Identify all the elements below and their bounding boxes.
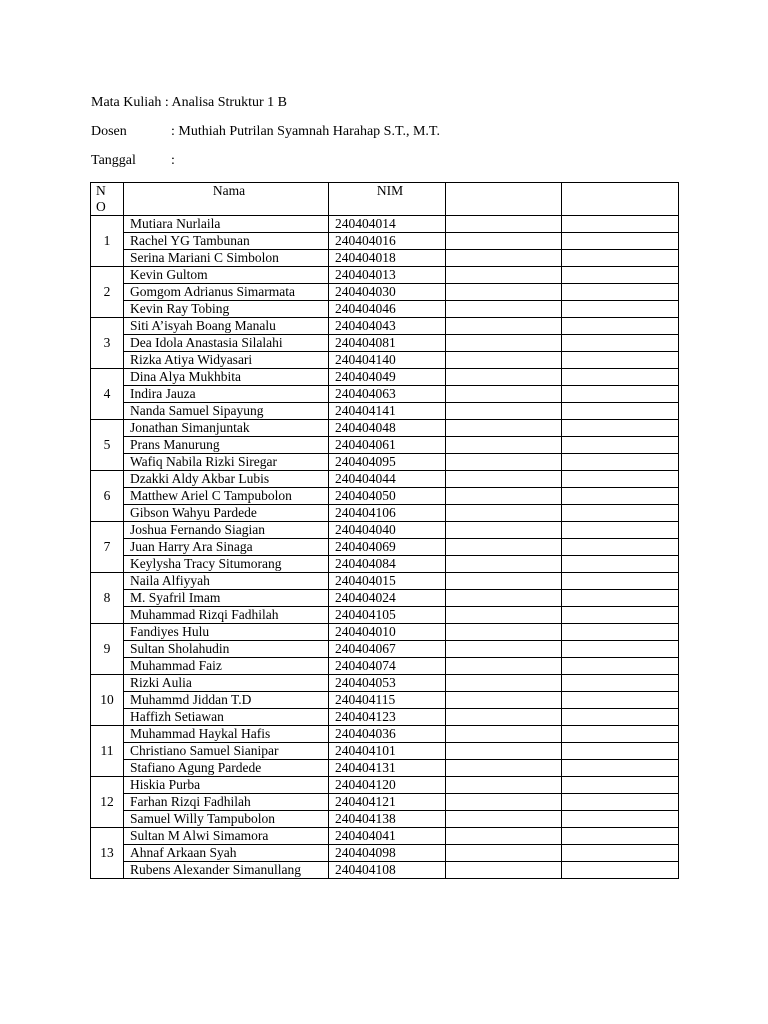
mata-kuliah-line	[91, 95, 287, 111]
tanggal-value: :	[171, 153, 175, 168]
empty-cell-1	[446, 335, 562, 352]
table-row	[91, 794, 679, 811]
empty-cell-1	[446, 403, 562, 420]
empty-cell-2	[562, 369, 679, 386]
empty-cell-2	[562, 709, 679, 726]
empty-cell-1	[446, 726, 562, 743]
empty-cell-2	[562, 335, 679, 352]
dosen-line	[91, 124, 440, 140]
table-row	[91, 386, 679, 403]
empty-cell-1	[446, 777, 562, 794]
student-name: Muhammad Faiz	[124, 658, 329, 675]
student-name: Dzakki Aldy Akbar Lubis	[124, 471, 329, 488]
table-row	[91, 318, 679, 335]
empty-cell-2	[562, 743, 679, 760]
table-row	[91, 726, 679, 743]
table-row	[91, 284, 679, 301]
empty-cell-1	[446, 386, 562, 403]
empty-cell-1	[446, 420, 562, 437]
group-number: 9	[91, 624, 124, 675]
table-row	[91, 709, 679, 726]
student-nim: 240404036	[329, 726, 446, 743]
empty-cell-1	[446, 845, 562, 862]
empty-cell-2	[562, 471, 679, 488]
student-nim: 240404061	[329, 437, 446, 454]
student-nim: 240404131	[329, 760, 446, 777]
header-nama: Nama	[124, 183, 329, 216]
empty-cell-1	[446, 828, 562, 845]
student-nim: 240404010	[329, 624, 446, 641]
student-name: Prans Manurung	[124, 437, 329, 454]
table-row	[91, 454, 679, 471]
empty-cell-2	[562, 726, 679, 743]
table-row	[91, 658, 679, 675]
table-row	[91, 369, 679, 386]
student-nim: 240404018	[329, 250, 446, 267]
table-row	[91, 862, 679, 879]
student-nim: 240404044	[329, 471, 446, 488]
student-nim: 240404105	[329, 607, 446, 624]
empty-cell-2	[562, 454, 679, 471]
group-number: 7	[91, 522, 124, 573]
empty-cell-2	[562, 284, 679, 301]
table-body	[91, 216, 679, 879]
table-row	[91, 641, 679, 658]
table-row	[91, 301, 679, 318]
empty-cell-2	[562, 828, 679, 845]
empty-cell-1	[446, 471, 562, 488]
empty-cell-1	[446, 216, 562, 233]
table-row	[91, 590, 679, 607]
empty-cell-1	[446, 573, 562, 590]
student-nim: 240404069	[329, 539, 446, 556]
empty-cell-1	[446, 369, 562, 386]
table-row	[91, 760, 679, 777]
empty-cell-2	[562, 573, 679, 590]
table-row	[91, 488, 679, 505]
empty-cell-2	[562, 437, 679, 454]
student-nim: 240404013	[329, 267, 446, 284]
student-nim: 240404140	[329, 352, 446, 369]
dosen-label: Dosen	[91, 124, 127, 139]
empty-cell-1	[446, 522, 562, 539]
table-row	[91, 233, 679, 250]
student-name: Fandiyes Hulu	[124, 624, 329, 641]
student-name: Siti A’isyah Boang Manalu	[124, 318, 329, 335]
student-nim: 240404015	[329, 573, 446, 590]
table-row	[91, 420, 679, 437]
empty-cell-2	[562, 420, 679, 437]
empty-cell-2	[562, 794, 679, 811]
student-nim: 240404030	[329, 284, 446, 301]
student-name: Kevin Gultom	[124, 267, 329, 284]
student-name: M. Syafril Imam	[124, 590, 329, 607]
group-number: 5	[91, 420, 124, 471]
table-row	[91, 624, 679, 641]
header-extra-2	[562, 183, 679, 216]
empty-cell-2	[562, 250, 679, 267]
table-row	[91, 573, 679, 590]
student-nim: 240404046	[329, 301, 446, 318]
student-name: Stafiano Agung Pardede	[124, 760, 329, 777]
group-number: 10	[91, 675, 124, 726]
student-nim: 240404074	[329, 658, 446, 675]
empty-cell-2	[562, 845, 679, 862]
group-number: 6	[91, 471, 124, 522]
header-extra-1	[446, 183, 562, 216]
table-header-row	[91, 183, 679, 216]
student-nim: 240404040	[329, 522, 446, 539]
student-name: Rachel YG Tambunan	[124, 233, 329, 250]
table-row	[91, 403, 679, 420]
student-nim: 240404053	[329, 675, 446, 692]
student-name: Samuel Willy Tampubolon	[124, 811, 329, 828]
student-name: Nanda Samuel Sipayung	[124, 403, 329, 420]
student-nim: 240404084	[329, 556, 446, 573]
dosen-value: : Muthiah Putrilan Syamnah Harahap S.T., M.T.	[171, 124, 440, 139]
empty-cell-2	[562, 522, 679, 539]
student-name: Muhammad Haykal Hafis	[124, 726, 329, 743]
group-number: 1	[91, 216, 124, 267]
mata-kuliah-value: : Analisa Struktur 1 B	[164, 95, 287, 110]
empty-cell-1	[446, 743, 562, 760]
table-row	[91, 828, 679, 845]
empty-cell-1	[446, 250, 562, 267]
student-nim: 240404024	[329, 590, 446, 607]
header-no-line2: O	[96, 199, 106, 214]
empty-cell-2	[562, 539, 679, 556]
empty-cell-2	[562, 675, 679, 692]
table-row	[91, 437, 679, 454]
student-name: Joshua Fernando Siagian	[124, 522, 329, 539]
empty-cell-2	[562, 607, 679, 624]
empty-cell-1	[446, 658, 562, 675]
group-number: 12	[91, 777, 124, 828]
empty-cell-1	[446, 352, 562, 369]
student-name: Ahnaf Arkaan Syah	[124, 845, 329, 862]
empty-cell-1	[446, 607, 562, 624]
student-name: Matthew Ariel C Tampubolon	[124, 488, 329, 505]
empty-cell-2	[562, 692, 679, 709]
table-row	[91, 845, 679, 862]
empty-cell-1	[446, 284, 562, 301]
empty-cell-1	[446, 556, 562, 573]
empty-cell-1	[446, 539, 562, 556]
student-name: Juan Harry Ara Sinaga	[124, 539, 329, 556]
student-nim: 240404120	[329, 777, 446, 794]
student-name: Wafiq Nabila Rizki Siregar	[124, 454, 329, 471]
empty-cell-1	[446, 709, 562, 726]
empty-cell-1	[446, 301, 562, 318]
group-number: 3	[91, 318, 124, 369]
table-row	[91, 352, 679, 369]
student-nim: 240404043	[329, 318, 446, 335]
student-name: Muhammad Rizqi Fadhilah	[124, 607, 329, 624]
table-row	[91, 522, 679, 539]
student-name: Sultan M Alwi Simamora	[124, 828, 329, 845]
empty-cell-2	[562, 216, 679, 233]
student-nim: 240404041	[329, 828, 446, 845]
table-row	[91, 335, 679, 352]
student-nim: 240404121	[329, 794, 446, 811]
tanggal-label: Tanggal	[91, 153, 136, 168]
empty-cell-2	[562, 505, 679, 522]
empty-cell-1	[446, 267, 562, 284]
student-name: Muhammd Jiddan T.D	[124, 692, 329, 709]
table-row	[91, 539, 679, 556]
empty-cell-1	[446, 675, 562, 692]
empty-cell-2	[562, 811, 679, 828]
group-number: 8	[91, 573, 124, 624]
student-name: Naila Alfiyyah	[124, 573, 329, 590]
group-number: 11	[91, 726, 124, 777]
empty-cell-1	[446, 454, 562, 471]
student-name: Gibson Wahyu Pardede	[124, 505, 329, 522]
student-name: Serina Mariani C Simbolon	[124, 250, 329, 267]
student-nim: 240404049	[329, 369, 446, 386]
empty-cell-2	[562, 641, 679, 658]
empty-cell-1	[446, 794, 562, 811]
student-nim: 240404106	[329, 505, 446, 522]
empty-cell-1	[446, 641, 562, 658]
empty-cell-2	[562, 556, 679, 573]
empty-cell-2	[562, 352, 679, 369]
student-name: Indira Jauza	[124, 386, 329, 403]
student-group-table	[90, 182, 679, 879]
student-nim: 240404081	[329, 335, 446, 352]
student-nim: 240404048	[329, 420, 446, 437]
empty-cell-1	[446, 692, 562, 709]
student-nim: 240404016	[329, 233, 446, 250]
empty-cell-2	[562, 658, 679, 675]
empty-cell-2	[562, 386, 679, 403]
student-nim: 240404108	[329, 862, 446, 879]
empty-cell-2	[562, 760, 679, 777]
table-row	[91, 250, 679, 267]
student-name: Haffizh Setiawan	[124, 709, 329, 726]
group-number: 2	[91, 267, 124, 318]
student-name: Rubens Alexander Simanullang	[124, 862, 329, 879]
empty-cell-1	[446, 624, 562, 641]
student-name: Hiskia Purba	[124, 777, 329, 794]
empty-cell-1	[446, 590, 562, 607]
student-nim: 240404098	[329, 845, 446, 862]
empty-cell-2	[562, 318, 679, 335]
empty-cell-2	[562, 624, 679, 641]
group-number: 13	[91, 828, 124, 879]
student-name: Farhan Rizqi Fadhilah	[124, 794, 329, 811]
table-row	[91, 811, 679, 828]
student-nim: 240404115	[329, 692, 446, 709]
tanggal-line	[91, 153, 175, 169]
student-name: Jonathan Simanjuntak	[124, 420, 329, 437]
table-row	[91, 777, 679, 794]
table-row	[91, 675, 679, 692]
header-no	[91, 183, 124, 216]
empty-cell-2	[562, 777, 679, 794]
group-number: 4	[91, 369, 124, 420]
empty-cell-2	[562, 590, 679, 607]
table-row	[91, 267, 679, 284]
student-nim: 240404141	[329, 403, 446, 420]
student-nim: 240404014	[329, 216, 446, 233]
student-nim: 240404095	[329, 454, 446, 471]
student-name: Rizki Aulia	[124, 675, 329, 692]
table-row	[91, 607, 679, 624]
empty-cell-1	[446, 437, 562, 454]
empty-cell-2	[562, 862, 679, 879]
empty-cell-1	[446, 488, 562, 505]
table-row	[91, 692, 679, 709]
student-name: Kevin Ray Tobing	[124, 301, 329, 318]
student-nim: 240404138	[329, 811, 446, 828]
student-name: Keylysha Tracy Situmorang	[124, 556, 329, 573]
student-nim: 240404101	[329, 743, 446, 760]
table-row	[91, 743, 679, 760]
student-name: Dina Alya Mukhbita	[124, 369, 329, 386]
student-nim: 240404050	[329, 488, 446, 505]
student-nim: 240404067	[329, 641, 446, 658]
mata-kuliah-label: Mata Kuliah	[91, 95, 162, 110]
student-name: Mutiara Nurlaila	[124, 216, 329, 233]
empty-cell-2	[562, 267, 679, 284]
student-name: Rizka Atiya Widyasari	[124, 352, 329, 369]
empty-cell-2	[562, 488, 679, 505]
table-row	[91, 505, 679, 522]
empty-cell-1	[446, 318, 562, 335]
header-nim: NIM	[329, 183, 446, 216]
empty-cell-2	[562, 301, 679, 318]
student-nim: 240404063	[329, 386, 446, 403]
empty-cell-2	[562, 403, 679, 420]
student-name: Gomgom Adrianus Simarmata	[124, 284, 329, 301]
student-nim: 240404123	[329, 709, 446, 726]
table-row	[91, 556, 679, 573]
empty-cell-1	[446, 760, 562, 777]
table-row	[91, 216, 679, 233]
empty-cell-1	[446, 233, 562, 250]
table-row	[91, 471, 679, 488]
header-no-line1: N	[96, 183, 106, 198]
student-name: Christiano Samuel Sianipar	[124, 743, 329, 760]
empty-cell-2	[562, 233, 679, 250]
student-name: Sultan Sholahudin	[124, 641, 329, 658]
empty-cell-1	[446, 505, 562, 522]
student-name: Dea Idola Anastasia Silalahi	[124, 335, 329, 352]
empty-cell-1	[446, 862, 562, 879]
empty-cell-1	[446, 811, 562, 828]
